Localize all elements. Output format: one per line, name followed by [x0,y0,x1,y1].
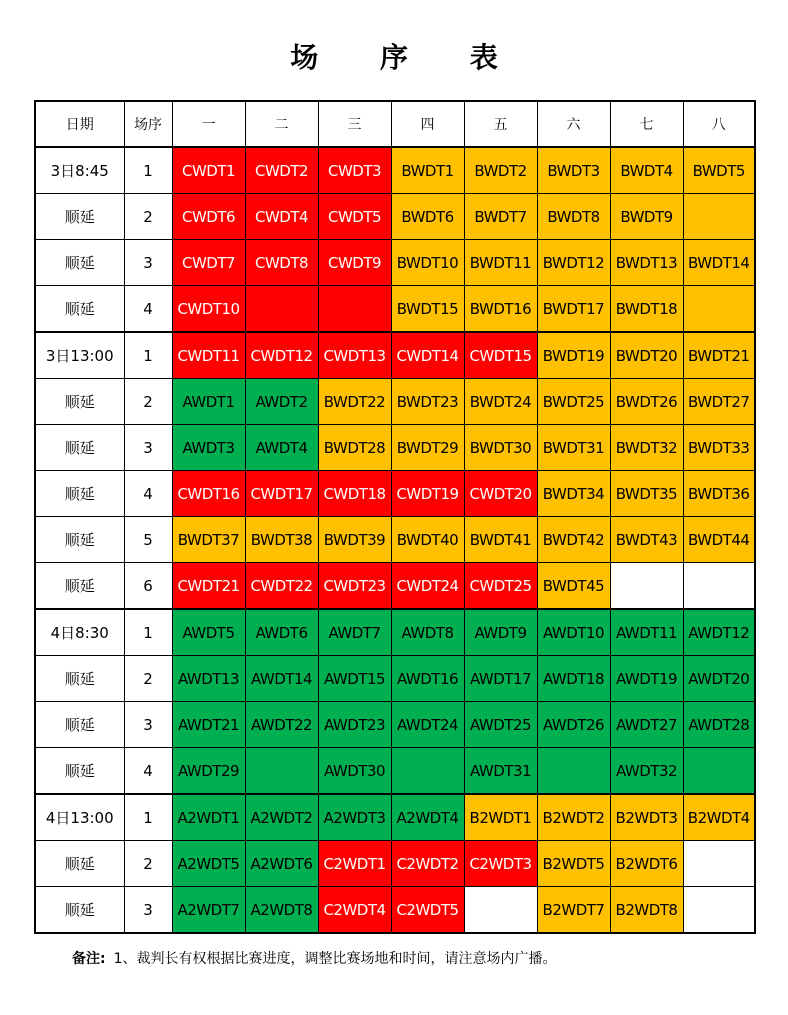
match-cell: AWDT25 [464,702,537,748]
match-cell: AWDT29 [172,748,245,795]
match-sequence: 3 [124,240,172,286]
match-cell: BWDT23 [391,379,464,425]
match-cell: AWDT31 [464,748,537,795]
session-date: 顺延 [35,841,124,887]
match-sequence: 5 [124,517,172,563]
match-cell: B2WDT7 [537,887,610,934]
match-cell: CWDT24 [391,563,464,610]
session-date: 顺延 [35,425,124,471]
match-cell [683,887,755,934]
match-cell: CWDT4 [245,194,318,240]
match-cell: CWDT20 [464,471,537,517]
table-row [35,702,755,748]
match-cell: B2WDT4 [683,794,755,841]
match-cell: CWDT25 [464,563,537,610]
match-cell: BWDT38 [245,517,318,563]
match-sequence: 1 [124,609,172,656]
footnote-text: 1、裁判长有权根据比赛进度，调整比赛场地和时间，请注意场内广播。 [113,951,557,967]
table-row [35,887,755,934]
header-court-6: 六 [537,101,610,147]
match-cell: BWDT15 [391,286,464,333]
session-date: 顺延 [35,240,124,286]
match-cell: CWDT13 [318,332,391,379]
match-cell: BWDT22 [318,379,391,425]
match-sequence: 2 [124,379,172,425]
table-row [35,332,755,379]
match-cell: BWDT40 [391,517,464,563]
match-cell: C2WDT4 [318,887,391,934]
session-date: 3日8:45 [35,147,124,194]
footnote-label: 备注: [72,951,106,967]
header-date: 日期 [35,101,124,147]
match-cell: BWDT8 [537,194,610,240]
table-row [35,656,755,702]
header-court-7: 七 [610,101,683,147]
match-cell: BWDT7 [464,194,537,240]
match-cell: BWDT17 [537,286,610,333]
match-cell: CWDT22 [245,563,318,610]
match-cell: BWDT3 [537,147,610,194]
match-cell: BWDT26 [610,379,683,425]
match-cell: C2WDT1 [318,841,391,887]
session-date: 顺延 [35,702,124,748]
table-row [35,147,755,194]
match-cell: CWDT9 [318,240,391,286]
session-date: 顺延 [35,194,124,240]
match-sequence: 4 [124,286,172,333]
match-cell: A2WDT4 [391,794,464,841]
match-cell [318,286,391,333]
match-sequence: 2 [124,194,172,240]
match-cell: A2WDT2 [245,794,318,841]
match-sequence: 4 [124,748,172,795]
table-row [35,563,755,610]
match-cell: A2WDT1 [172,794,245,841]
match-cell [683,748,755,795]
match-sequence: 3 [124,425,172,471]
match-cell: BWDT4 [610,147,683,194]
match-cell: AWDT1 [172,379,245,425]
session-date: 顺延 [35,887,124,934]
match-cell: CWDT14 [391,332,464,379]
match-cell: C2WDT3 [464,841,537,887]
match-cell: BWDT41 [464,517,537,563]
header-row [35,101,755,147]
match-cell: AWDT7 [318,609,391,656]
match-cell: BWDT2 [464,147,537,194]
match-cell: BWDT31 [537,425,610,471]
match-cell [245,286,318,333]
match-sequence: 1 [124,332,172,379]
match-cell: C2WDT2 [391,841,464,887]
match-sequence: 2 [124,841,172,887]
table-row [35,425,755,471]
header-seq: 场序 [124,101,172,147]
match-cell [610,563,683,610]
match-cell: CWDT10 [172,286,245,333]
match-cell: CWDT8 [245,240,318,286]
match-cell: AWDT19 [610,656,683,702]
session-date: 顺延 [35,563,124,610]
match-cell: CWDT23 [318,563,391,610]
match-cell: BWDT42 [537,517,610,563]
match-cell: BWDT35 [610,471,683,517]
match-cell: AWDT5 [172,609,245,656]
match-cell [683,194,755,240]
match-cell: BWDT5 [683,147,755,194]
match-cell: AWDT2 [245,379,318,425]
match-cell: AWDT13 [172,656,245,702]
match-sequence: 1 [124,794,172,841]
match-cell: B2WDT3 [610,794,683,841]
match-cell: AWDT8 [391,609,464,656]
match-cell: BWDT16 [464,286,537,333]
match-cell: CWDT3 [318,147,391,194]
match-cell: BWDT36 [683,471,755,517]
table-row [35,286,755,333]
match-cell: CWDT15 [464,332,537,379]
match-cell: C2WDT5 [391,887,464,934]
match-cell: BWDT44 [683,517,755,563]
match-cell: AWDT18 [537,656,610,702]
match-cell: CWDT5 [318,194,391,240]
match-cell: BWDT27 [683,379,755,425]
match-cell: AWDT24 [391,702,464,748]
match-cell: BWDT9 [610,194,683,240]
table-row [35,748,755,795]
match-cell: CWDT11 [172,332,245,379]
match-cell: AWDT23 [318,702,391,748]
match-cell: CWDT2 [245,147,318,194]
table-row [35,794,755,841]
session-date: 4日8:30 [35,609,124,656]
match-cell: AWDT16 [391,656,464,702]
session-date: 顺延 [35,656,124,702]
header-court-3: 三 [318,101,391,147]
match-cell: AWDT26 [537,702,610,748]
header-court-2: 二 [245,101,318,147]
match-cell: BWDT34 [537,471,610,517]
match-cell [683,286,755,333]
match-cell: BWDT10 [391,240,464,286]
match-cell: B2WDT5 [537,841,610,887]
match-cell: CWDT1 [172,147,245,194]
match-sequence: 3 [124,702,172,748]
session-date: 顺延 [35,517,124,563]
match-cell: B2WDT1 [464,794,537,841]
match-sequence: 2 [124,656,172,702]
match-cell: BWDT45 [537,563,610,610]
match-sequence: 1 [124,147,172,194]
match-cell: CWDT21 [172,563,245,610]
schedule-body [35,147,755,933]
match-cell: AWDT21 [172,702,245,748]
match-cell: AWDT4 [245,425,318,471]
match-cell: BWDT13 [610,240,683,286]
match-cell: AWDT3 [172,425,245,471]
match-cell: BWDT11 [464,240,537,286]
match-cell: CWDT6 [172,194,245,240]
match-sequence: 3 [124,887,172,934]
footnote [72,948,557,968]
schedule-table [34,100,756,934]
match-cell: CWDT7 [172,240,245,286]
match-cell: AWDT17 [464,656,537,702]
session-date: 顺延 [35,379,124,425]
match-cell: A2WDT5 [172,841,245,887]
match-cell: BWDT24 [464,379,537,425]
match-cell: AWDT11 [610,609,683,656]
match-cell [537,748,610,795]
table-row [35,609,755,656]
match-cell: BWDT39 [318,517,391,563]
table-row [35,194,755,240]
match-cell: BWDT21 [683,332,755,379]
session-date: 顺延 [35,286,124,333]
header-court-4: 四 [391,101,464,147]
header-court-8: 八 [683,101,755,147]
match-cell: CWDT17 [245,471,318,517]
session-date: 4日13:00 [35,794,124,841]
match-cell: AWDT28 [683,702,755,748]
header-court-5: 五 [464,101,537,147]
match-cell: CWDT19 [391,471,464,517]
match-cell: BWDT19 [537,332,610,379]
match-cell: AWDT9 [464,609,537,656]
match-cell: B2WDT8 [610,887,683,934]
match-cell: BWDT14 [683,240,755,286]
match-cell [683,563,755,610]
table-row [35,240,755,286]
session-date: 顺延 [35,748,124,795]
match-sequence: 4 [124,471,172,517]
table-row [35,379,755,425]
match-cell: CWDT16 [172,471,245,517]
session-date: 顺延 [35,471,124,517]
match-cell: AWDT15 [318,656,391,702]
match-cell: AWDT12 [683,609,755,656]
match-cell: AWDT6 [245,609,318,656]
table-row [35,841,755,887]
match-cell: BWDT37 [172,517,245,563]
match-cell: AWDT22 [245,702,318,748]
match-cell: AWDT30 [318,748,391,795]
match-cell: AWDT27 [610,702,683,748]
match-cell: B2WDT2 [537,794,610,841]
match-cell [245,748,318,795]
match-cell: B2WDT6 [610,841,683,887]
match-cell: BWDT1 [391,147,464,194]
match-cell: BWDT6 [391,194,464,240]
match-cell: CWDT18 [318,471,391,517]
match-cell: BWDT18 [610,286,683,333]
match-cell: BWDT33 [683,425,755,471]
header-court-1: 一 [172,101,245,147]
match-cell: AWDT32 [610,748,683,795]
match-cell: BWDT25 [537,379,610,425]
match-cell: BWDT12 [537,240,610,286]
match-sequence: 6 [124,563,172,610]
match-cell: BWDT43 [610,517,683,563]
match-cell: AWDT14 [245,656,318,702]
page-title: 场 序 表 [290,41,524,74]
match-cell: AWDT10 [537,609,610,656]
match-cell: BWDT28 [318,425,391,471]
match-cell: BWDT30 [464,425,537,471]
match-cell: A2WDT7 [172,887,245,934]
match-cell: AWDT20 [683,656,755,702]
match-cell [391,748,464,795]
match-cell: A2WDT3 [318,794,391,841]
match-cell: BWDT32 [610,425,683,471]
match-cell [683,841,755,887]
match-cell [464,887,537,934]
match-cell: A2WDT6 [245,841,318,887]
table-row [35,471,755,517]
match-cell: CWDT12 [245,332,318,379]
session-date: 3日13:00 [35,332,124,379]
table-row [35,517,755,563]
match-cell: A2WDT8 [245,887,318,934]
match-cell: BWDT29 [391,425,464,471]
match-cell: BWDT20 [610,332,683,379]
